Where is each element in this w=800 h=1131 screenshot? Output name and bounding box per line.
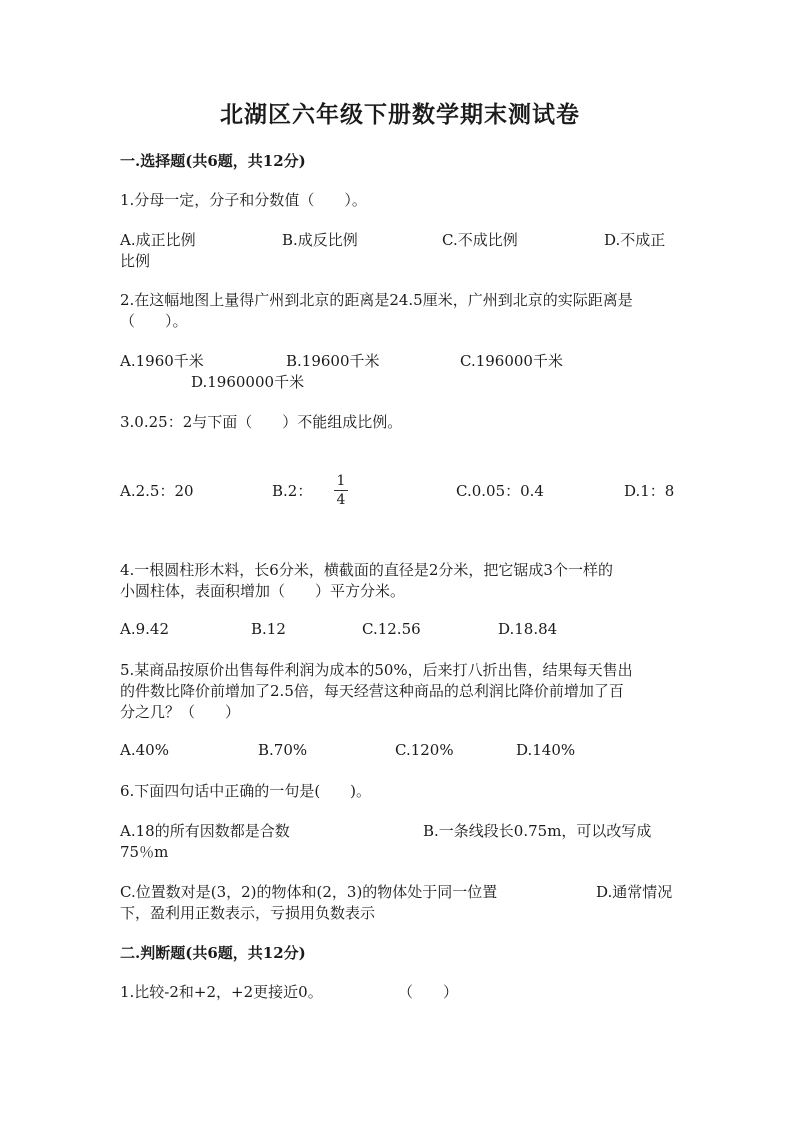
judgment-1-blank: （ ）: [398, 983, 459, 1001]
question-6-option-b-wrap: 75％m: [120, 843, 169, 861]
question-1-stem: 1.分母一定，分子和分数值（ ）。: [120, 191, 367, 209]
question-3-option-b-fraction: [334, 473, 348, 508]
question-5-option-b: B.70%: [258, 741, 308, 759]
page-title: 北湖区六年级下册数学期末测试卷: [220, 101, 580, 128]
question-4-option-c: C.12.56: [362, 620, 421, 638]
question-2-option-a: A.1960千米: [120, 352, 204, 370]
question-5-option-c: C.120%: [395, 741, 454, 759]
question-1-option-d: D.不成正: [604, 231, 666, 249]
question-6-option-c: C.位置数对是(3，2)的物体和(2，3)的物体处于同一位置: [120, 883, 498, 901]
question-4-stem-line1: 4.一根圆柱形木料，长6分米，横截面的直径是2分米，把它锯成3个一样的: [120, 561, 613, 579]
question-1-option-b: B.成反比例: [282, 231, 358, 249]
question-2-option-d: D.1960000千米: [191, 373, 305, 391]
question-5-option-d: D.140%: [516, 741, 576, 759]
question-5-stem-line3: 分之几？（ ）: [120, 703, 241, 721]
question-2-option-b: B.19600千米: [286, 352, 380, 370]
question-1-option-d-wrap: 比例: [120, 252, 151, 270]
fraction-bar: [334, 490, 348, 491]
question-3-option-a: A.2.5：20: [120, 482, 194, 500]
question-1-option-a: A.成正比例: [120, 231, 196, 249]
question-5-option-a: A.40%: [120, 741, 169, 759]
question-3-option-c: C.0.05：0.4: [456, 482, 544, 500]
question-5-stem-line2: 的件数比降价前增加了2.5倍，每天经营这种商品的总利润比降价前增加了百: [120, 682, 624, 700]
question-3-option-b: B.2：: [272, 482, 313, 500]
question-6-option-a: A.18的所有因数都是合数: [120, 822, 290, 840]
question-1-option-c: C.不成比例: [442, 231, 518, 249]
question-4-option-d: D.18.84: [498, 620, 558, 638]
question-4-stem-line2: 小圆柱体，表面积增加（ ）平方分米。: [120, 582, 406, 600]
section-heading-choice: 一.选择题(共6题，共12分): [120, 152, 306, 170]
question-4-option-b: B.12: [251, 620, 286, 638]
question-4-option-a: A.9.42: [120, 620, 169, 638]
judgment-1-stem: 1.比较-2和+2，+2更接近0。: [120, 983, 323, 1001]
fraction-numerator: 1: [336, 473, 346, 489]
question-5-stem-line1: 5.某商品按原价出售每件利润为成本的50%，后来打八折出售，结果每天售出: [120, 661, 633, 679]
fraction-denominator: 4: [336, 492, 346, 508]
question-2-stem-line2: （ ）。: [120, 312, 188, 330]
question-6-option-d: D.通常情况: [596, 883, 673, 901]
question-3-option-d: D.1：8: [624, 482, 675, 500]
question-6-option-b: B.一条线段长0.75m，可以改写成: [423, 822, 652, 840]
question-2-option-c: C.196000千米: [460, 352, 563, 370]
question-6-option-d-wrap: 下，盈利用正数表示，亏损用负数表示: [120, 904, 376, 922]
question-3-stem: 3.0.25：2与下面（ ）不能组成比例。: [120, 413, 403, 431]
section-heading-judgment: 二.判断题(共6题，共12分): [120, 944, 306, 962]
question-2-stem-line1: 2.在这幅地图上量得广州到北京的距离是24.5厘米，广州到北京的实际距离是: [120, 291, 633, 309]
question-6-stem: 6.下面四句话中正确的一句是( )。: [120, 782, 372, 800]
